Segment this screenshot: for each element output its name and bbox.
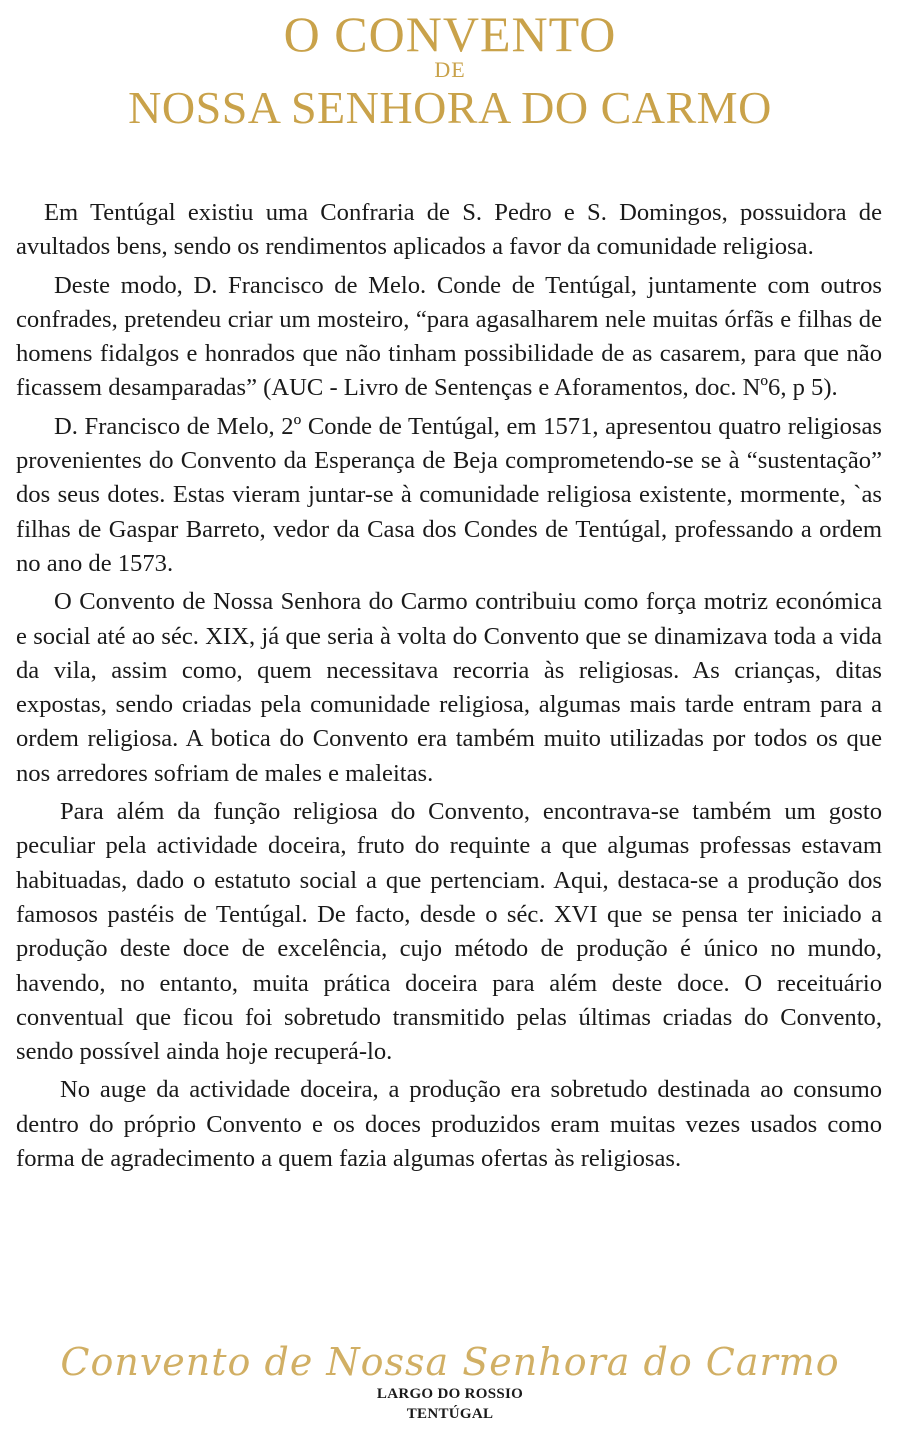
article-body: [16, 196, 882, 1176]
title-line-2: NOSSA SENHORA DO CARMO: [128, 82, 772, 133]
address-street: LARGO DO ROSSIO: [376, 1386, 524, 1402]
page-title: [0, 6, 900, 134]
address-town: TENTÚGAL: [406, 1406, 494, 1422]
paragraph-1: Em Tentúgal existiu uma Confraria de S. Pedro e S. Domingos, possuidora de avultados bens, sendo os rendimentos aplicados a favor da comunidade religiosa.: [16, 199, 882, 261]
signature-logo: Convento de Nossa Senhora do Carmo: [60, 1340, 840, 1384]
title-de: DE: [434, 57, 466, 82]
title-line-1: O CONVENTO: [283, 6, 617, 62]
paragraph-3: D. Francisco de Melo, 2º Conde de Tentúgal, em 1571, apresentou quatro religiosas provenientes do Convento da Esperança de Beja comprometendo-se se à “sustentação” dos seus dotes. Estas vieram juntar-se à comunidade religiosa existente, mormente, `as filhas de Gaspar Barreto, vedor da Casa dos Condes de Tentúgal, professando a ordem no ano de 1573.: [16, 412, 882, 577]
paragraph-2: Deste modo, D. Francisco de Melo. Conde de Tentúgal, juntamente com outros confrades, pretendeu criar um mosteiro, “para agasalharem nele muitas órfãs e filhas de homens fidalgos e honrados que não tinham possibilidade de as casarem, para que não ficassem desamparadas” (AUC - Livro de Sentenças e Aforamentos, doc. Nº6, p 5).: [16, 271, 882, 402]
paragraph-4: O Convento de Nossa Senhora do Carmo contribuiu como força motriz económica e social até ao séc. XIX, já que seria à volta do Convento que se dinamizava toda a vida da vila, assim como, quem necessitava recorria às religiosas. As crianças, ditas expostas, sendo criadas pela comunidade religiosa, algumas mais tarde entram para a ordem religiosa. A botica do Convento era também muito utilizadas por todos os que nos arredores sofriam de males e maleitas.: [16, 588, 882, 787]
paragraph-6: No auge da actividade doceira, a produção era sobretudo destinada ao consumo dentro do próprio Convento e os doces produzidos eram muitas vezes usados como forma de agradecimento a quem fazia algumas ofertas às religiosas.: [16, 1076, 882, 1173]
paragraph-5: Para além da função religiosa do Convento, encontrava-se também um gosto peculiar pela actividade doceira, fruto do requinte a que algumas professas estavam habituadas, dado o estatuto social a que pertenciam. Aqui, destaca-se a produção dos famosos pastéis de Tentúgal. De facto, desde o séc. XVI que se pensa ter iniciado a produção deste doce de excelência, cujo método de produção é único no mundo, havendo, no entanto, muita prática doceira para além deste doce. O receituário conventual que ficou foi sobretudo transmitido pelas últimas criadas do Convento, sendo possível ainda hoje recuperá-lo.: [16, 798, 882, 1066]
footer: [0, 1340, 900, 1424]
